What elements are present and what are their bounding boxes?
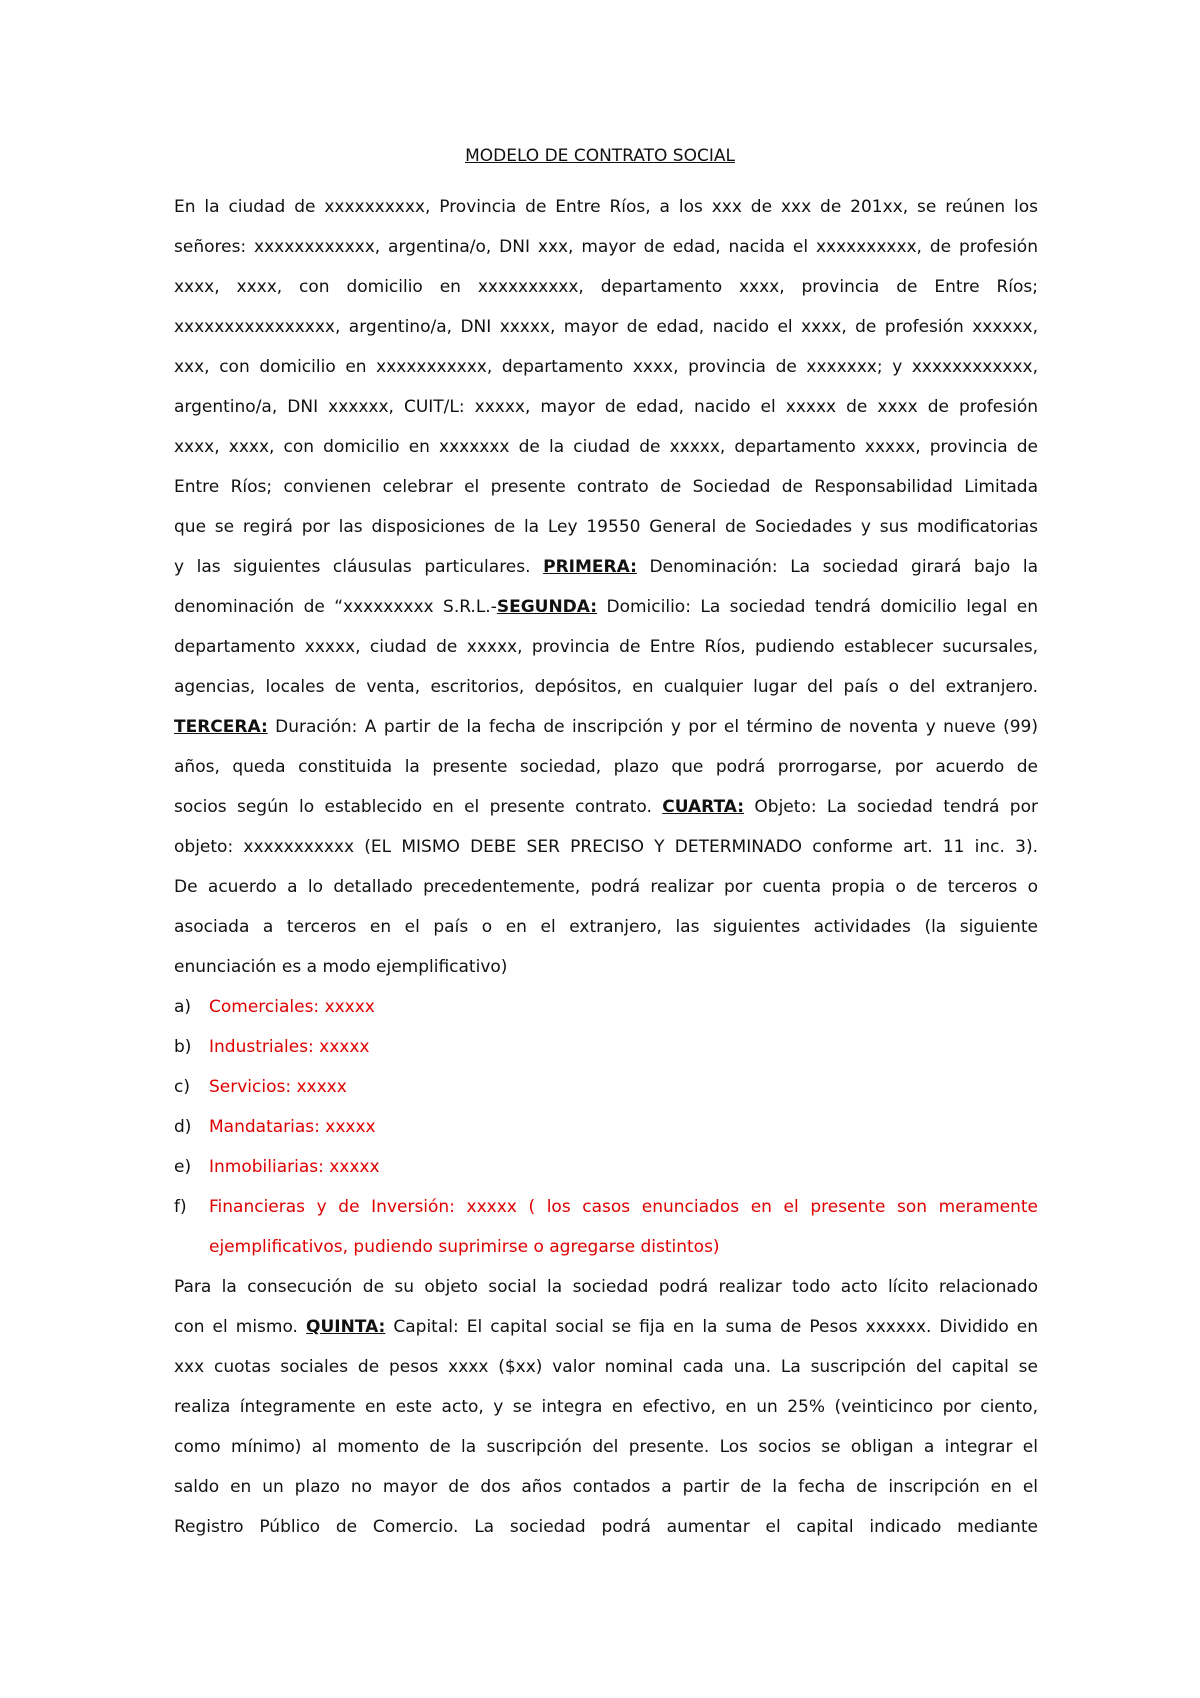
quinta-pre: con el mismo. [174,1317,306,1337]
activity-text: Mandatarias: xxxxx [209,1117,376,1137]
para-line: Para la consecución de su objeto social la sociedad podrá realizar todo acto lícito relacionado [174,1277,1038,1297]
intro-line: que se regirá por las disposiciones de la Ley 19550 General de Sociedades y sus modificatorias [174,517,1038,537]
document-title: MODELO DE CONTRATO SOCIAL [465,146,735,166]
objeto-line-1: objeto: xxxxxxxxxxx (EL MISMO DEBE SER PRECISO Y DETERMINADO conforme art. 11 inc. 3). [174,837,1038,857]
clause-segunda-label: SEGUNDA: [496,597,598,617]
quinta-post: Capital: El capital social se fija en la suma de Pesos xxxxxx. Dividido en [385,1317,1038,1337]
activity-f-letter: f) [174,1197,187,1217]
tercera-line [174,716,1038,738]
capital-line: Registro Público de Comercio. La sociedad podrá aumentar el capital indicado mediante [174,1517,1038,1537]
activity-letter: d) [174,1117,192,1137]
capital-line: saldo en un plazo no mayor de dos años contados a partir de la fecha de inscripción en el [174,1477,1038,1497]
clause-quinta-label: QUINTA: [306,1317,386,1337]
cuarta-pre: socios según lo establecido en el presente contrato. [174,797,663,817]
intro-line: señores: xxxxxxxxxxxx, argentina/o, DNI xxx, mayor de edad, nacida el xxxxxxxxxx, de profesión [174,237,1038,257]
intro-line: xxxx, xxxx, con domicilio en xxxxxxx de la ciudad de xxxxx, departamento xxxxx, provincia de [174,437,1038,457]
activity-f-line-2: ejemplificativos, pudiendo suprimirse o agregarse distintos) [209,1237,720,1257]
activity-letter: c) [174,1077,190,1097]
activity-f-line-1: Financieras y de Inversión: xxxxx ( los casos enunciados en el presente son meramente [209,1197,1038,1217]
mid-line-2: agencias, locales de venta, escritorios, depósitos, en cualquier lugar del país o del extranjero. [174,677,1038,697]
mid-line-1: departamento xxxxx, ciudad de xxxxx, provincia de Entre Ríos, pudiendo establecer sucursales, [174,637,1038,657]
intro-line: xxx, con domicilio en xxxxxxxxxxx, departamento xxxx, provincia de xxxxxxx; y xxxxxxxxxxxx, [174,357,1038,377]
objeto-line-2: De acuerdo a lo detallado precedentemente, podrá realizar por cuenta propia o de terceros o [174,877,1038,897]
capital-line: como mínimo) al momento de la suscripción del presente. Los socios se obligan a integrar el [174,1437,1038,1457]
segunda-pre: denominación de “xxxxxxxxx S.R.L.- [174,597,497,617]
cuarta-post: Objeto: La sociedad tendrá por [744,797,1038,817]
tercera-line-2: años, queda constituida la presente sociedad, plazo que podrá prorrogarse, por acuerdo de [174,757,1038,777]
primera-line [174,556,1038,578]
activity-letter: e) [174,1157,192,1177]
capital-line: xxx cuotas sociales de pesos xxxx ($xx) valor nominal cada una. La suscripción del capital se [174,1357,1038,1377]
objeto-line-3: asociada a terceros en el país o en el extranjero, las siguientes actividades (la siguiente [174,917,1038,937]
intro-line: xxxx, xxxx, con domicilio en xxxxxxxxxx, departamento xxxx, provincia de Entre Ríos; [174,277,1038,297]
segunda-post: Domicilio: La sociedad tendrá domicilio legal en [597,597,1038,617]
segunda-line [174,596,1038,618]
intro-line: En la ciudad de xxxxxxxxxx, Provincia de Entre Ríos, a los xxx de xxx de 201xx, se reúnen los [174,197,1038,217]
cuarta-line [174,796,1038,818]
primera-post: Denominación: La sociedad girará bajo la [636,557,1038,577]
intro-line: Entre Ríos; convienen celebrar el presente contrato de Sociedad de Responsabilidad Limitada [174,477,1038,497]
clause-tercera-label: TERCERA: [174,717,268,737]
activity-letter: b) [174,1037,192,1057]
primera-pre: y las siguientes cláusulas particulares. [174,557,544,577]
activity-letter: a) [174,997,192,1017]
intro-line: argentino/a, DNI xxxxxx, CUIT/L: xxxxx, mayor de edad, nacido el xxxxx de xxxx de profesión [174,397,1038,417]
capital-line: realiza íntegramente en este acto, y se integra en efectivo, en un 25% (veinticinco por ciento, [174,1397,1038,1417]
quinta-line [174,1316,1038,1338]
tercera-post: Duración: A partir de la fecha de inscripción y por el término de noventa y nueve (99) [267,717,1038,737]
activity-text: Servicios: xxxxx [209,1077,347,1097]
activity-text: Industriales: xxxxx [209,1037,370,1057]
activity-text: Inmobiliarias: xxxxx [209,1157,380,1177]
clause-primera-label: PRIMERA: [543,557,637,577]
intro-line: xxxxxxxxxxxxxxxx, argentino/a, DNI xxxxx, mayor de edad, nacido el xxxx, de profesión xxxxxx, [174,317,1038,337]
clause-cuarta-label: CUARTA: [662,797,745,817]
activity-text: Comerciales: xxxxx [209,997,375,1017]
objeto-line-4: enunciación es a modo ejemplificativo) [174,957,508,977]
